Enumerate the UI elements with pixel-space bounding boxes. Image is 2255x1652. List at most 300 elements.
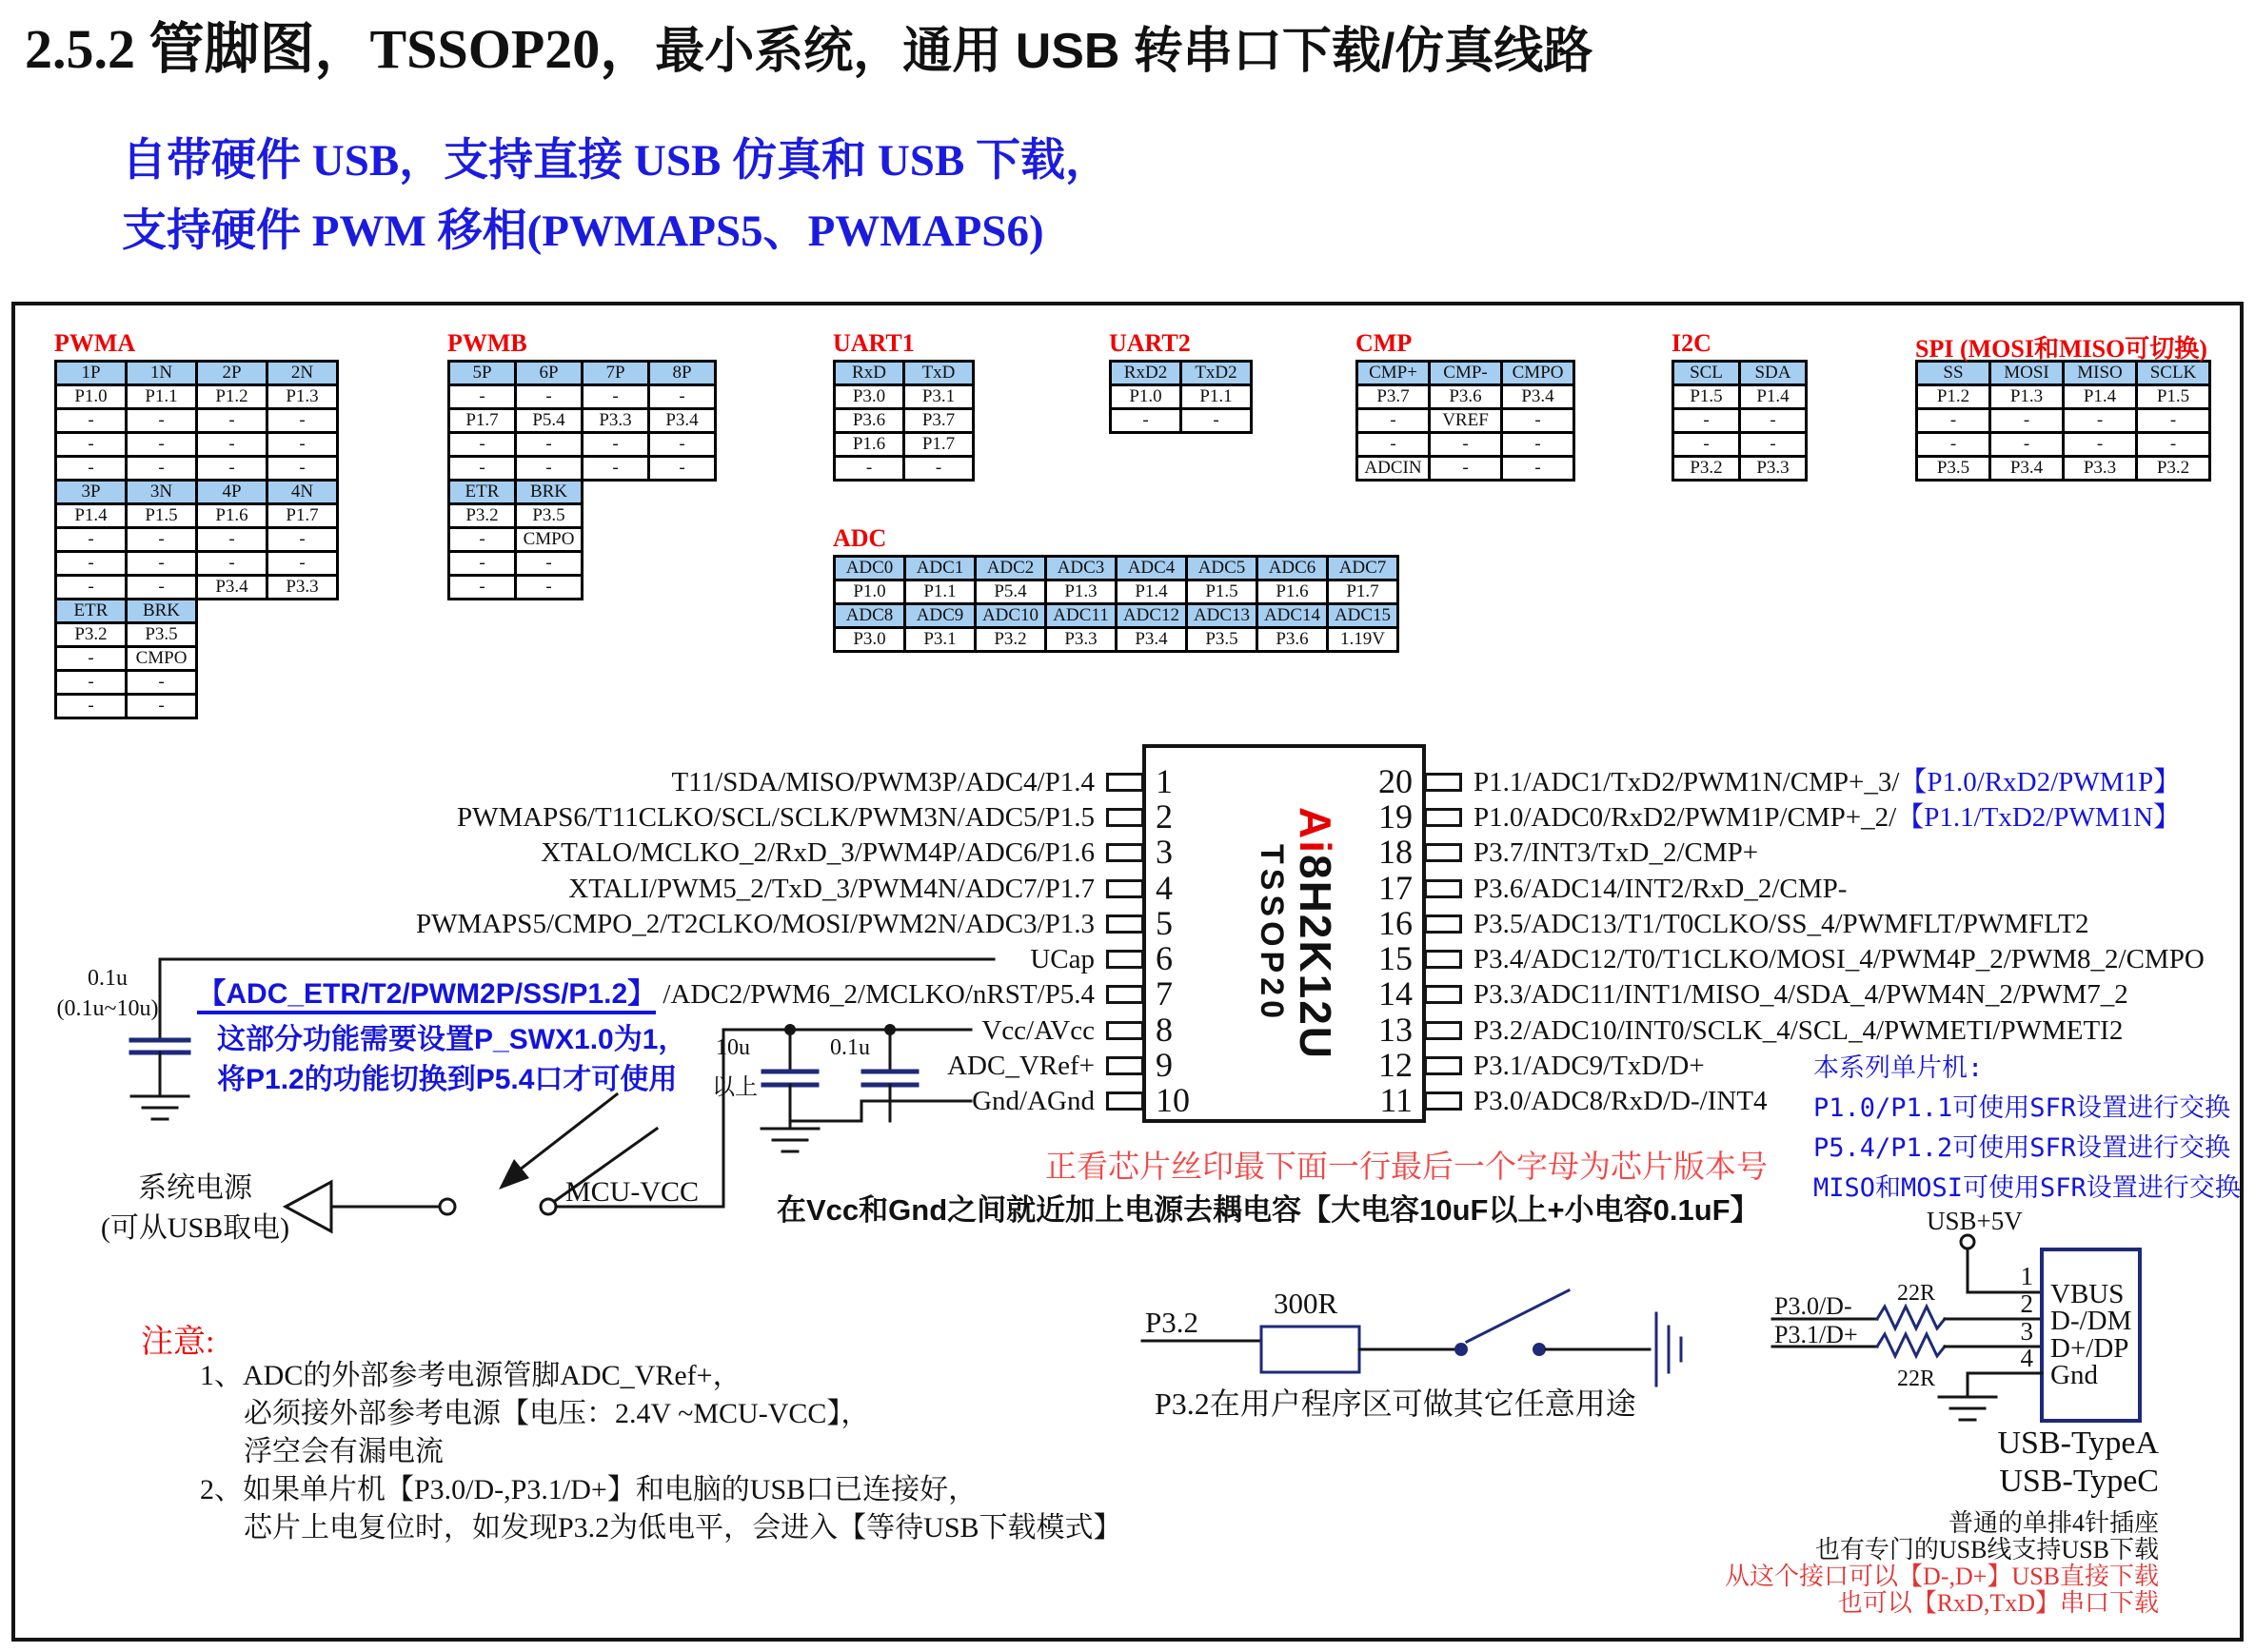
usb-pin-number: 3 <box>2020 1317 2033 1346</box>
table-row <box>1355 431 1575 458</box>
pin-stub <box>1424 843 1462 862</box>
pin-number: 2 <box>1156 797 1173 836</box>
table-header-cell: 4P <box>195 479 268 505</box>
table-header-cell: 3P <box>54 479 128 505</box>
table-row <box>447 550 717 577</box>
table-row <box>54 407 339 434</box>
notice-line: 芯片上电复位时，如发现P3.2为低电平，会进入【等待USB下载模式】 <box>244 1512 1122 1544</box>
table-row <box>447 360 717 386</box>
table-header-cell: BRK <box>125 598 198 624</box>
table-cell: - <box>266 455 339 482</box>
table-cell: - <box>195 550 268 577</box>
pin-stub <box>1424 914 1462 934</box>
pin-number: 12 <box>1378 1045 1413 1084</box>
table-header-cell: 6P <box>514 360 584 386</box>
pin-label-text: UCap <box>1030 944 1095 975</box>
table-header-cell: ADC8 <box>833 602 906 629</box>
table-cell: - <box>447 526 517 553</box>
pin-label-text: PWMAPS6/T11CLKO/SCL/SCLK/PWM3N/ADC5/P1.5 <box>456 802 1095 834</box>
table-header-cell: 1N <box>125 360 198 386</box>
switch-arrow-icon <box>499 1159 529 1190</box>
table-cell: - <box>125 693 198 719</box>
section-number: 2.5.2 <box>25 18 135 80</box>
pin-table-cmp <box>1355 329 1575 482</box>
table-row <box>1109 360 1253 386</box>
pin-number: 7 <box>1156 974 1173 1013</box>
table-cell: P1.4 <box>1115 579 1188 605</box>
table-cell: - <box>1671 407 1741 434</box>
ground-icon <box>1656 1313 1681 1386</box>
pin-number: 3 <box>1156 833 1173 872</box>
table-cell: - <box>1500 407 1575 434</box>
table-cell: - <box>1428 431 1503 458</box>
table-row <box>833 555 1399 581</box>
table-cell: P1.3 <box>1044 579 1118 605</box>
table-row <box>1915 384 2211 410</box>
table-cell: P3.2 <box>2135 455 2211 482</box>
table-cell: - <box>54 550 128 577</box>
table-cell: - <box>125 669 198 696</box>
table-row <box>447 384 717 410</box>
table-cell: - <box>1738 407 1808 434</box>
table-cell: P5.4 <box>974 579 1047 605</box>
pin-stub <box>1106 843 1144 862</box>
table-header-cell: CMP- <box>1428 360 1503 386</box>
switch-contact <box>1533 1343 1546 1356</box>
table-header-cell: 2P <box>195 360 268 386</box>
table-row <box>54 669 339 696</box>
table-cell: - <box>514 431 584 458</box>
table-cell: - <box>1738 431 1808 458</box>
usb-pin-label: D-/DM <box>2050 1306 2132 1336</box>
table-cell: - <box>1915 431 1991 458</box>
pin-label-text: P3.2/ADC10/INT0/SCLK_4/SCL_4/PWMETI/PWMETI2 <box>1474 1014 2124 1046</box>
table-row <box>447 502 717 529</box>
switch-contact <box>440 1199 455 1214</box>
pin-label <box>1474 764 2181 800</box>
usb-note: 普通的单排4针插座 <box>1948 1509 2159 1537</box>
table-cell: - <box>195 407 268 434</box>
table-header-cell: ETR <box>447 479 517 505</box>
table-row <box>833 602 1399 629</box>
table-cell: P3.3 <box>266 574 339 600</box>
notice-line: 浮空会有漏电流 <box>244 1436 444 1467</box>
table-cell: P3.3 <box>2062 455 2138 482</box>
table-cell: P5.4 <box>514 407 584 434</box>
pin-stub <box>1424 950 1462 969</box>
table-row <box>54 550 339 577</box>
table-row <box>54 360 339 386</box>
table-cell: - <box>1355 431 1431 458</box>
table-row <box>1671 384 1808 410</box>
usb-pin-number: 4 <box>2020 1344 2033 1372</box>
cap-10u-label2: 以上 <box>712 1075 758 1100</box>
table-cell: - <box>1355 407 1431 434</box>
pin-label-text: P3.3/ADC11/INT1/MISO_4/SDA_4/PWM4N_2/PWM7_2 <box>1474 979 2128 1011</box>
pin-label <box>1474 1048 1705 1084</box>
table-header-cell: SCL <box>1671 360 1741 386</box>
table-cell: - <box>514 550 584 577</box>
table-cell: P1.4 <box>2062 384 2138 410</box>
table-header-cell: 1P <box>54 360 128 386</box>
table-cell: - <box>266 431 339 458</box>
pin-number: 9 <box>1156 1045 1173 1084</box>
table-cell: P3.6 <box>1256 626 1329 653</box>
pin-label <box>1474 1013 2123 1049</box>
table-row <box>54 479 339 505</box>
table-cell: P3.4 <box>1500 384 1575 410</box>
table-cell: P3.4 <box>1115 626 1188 653</box>
pin-label <box>1474 906 2088 942</box>
usb-pin-number: 1 <box>2020 1262 2033 1290</box>
table-header-cell: ADC13 <box>1185 602 1258 629</box>
table-row <box>447 479 717 505</box>
resistor-22r-label: 22R <box>1897 1367 1936 1391</box>
table-cell: - <box>1179 407 1253 434</box>
table-cell: CMPO <box>514 526 584 553</box>
table-cell: - <box>54 669 128 696</box>
table-title: PWMB <box>447 329 527 357</box>
table-cell: - <box>1500 455 1575 482</box>
pin-number: 10 <box>1156 1080 1190 1119</box>
table-cell: P1.6 <box>1256 579 1329 605</box>
table-cell: - <box>125 431 198 458</box>
p32-resistor-value: 300R <box>1274 1287 1338 1320</box>
table-cell: - <box>647 431 717 458</box>
table-row <box>1671 431 1808 458</box>
table-header-cell: RxD2 <box>1109 360 1182 386</box>
table-header-cell: TxD <box>902 360 975 386</box>
table-header-cell: 8P <box>647 360 717 386</box>
table-row <box>833 384 975 410</box>
table-cell: - <box>125 455 198 482</box>
table-cell: P3.7 <box>902 407 975 434</box>
pin-stub <box>1106 1092 1144 1111</box>
table-cell: P1.1 <box>903 579 977 605</box>
table-row <box>54 526 339 553</box>
usb-5v-label: USB+5V <box>1927 1207 2023 1235</box>
sfr-swap-note: 本系列单片机: P1.0/P1.1可使用SFR设置进行交换 P5.4/P1.2可使用SFR设置进行交换 MISO和MOSI可使用SFR设置进行交换 <box>1813 1053 2241 1203</box>
table-header-cell: CMP+ <box>1355 360 1431 386</box>
table-cell: 1.19V <box>1326 626 1399 653</box>
table-header-cell: SS <box>1915 360 1991 386</box>
pin-table-pwmb <box>447 329 717 600</box>
table-header-cell: ADC6 <box>1256 555 1329 581</box>
pin-table-adc <box>833 524 1399 653</box>
pin-label <box>1474 799 2181 836</box>
pin-stub <box>1106 773 1144 792</box>
table-cell: - <box>54 431 128 458</box>
table-row <box>447 574 717 600</box>
net-dp-label: P3.1/D+ <box>1774 1321 1858 1348</box>
pin-number: 13 <box>1378 1010 1413 1049</box>
table-cell: - <box>514 455 584 482</box>
table-cell: - <box>125 526 198 553</box>
ground-icon <box>762 1121 819 1151</box>
table-title: UART1 <box>833 329 915 357</box>
pin-label-text: P1.1/ADC1/TxD2/PWM1N/CMP+_3/ <box>1474 767 1900 797</box>
table-header-cell: ADC1 <box>903 555 977 581</box>
pin-label <box>0 764 1095 800</box>
usb-download-note: 从这个接口可以【D-,D+】USB直接下载 <box>1725 1563 2159 1590</box>
pin-number: 11 <box>1379 1080 1413 1119</box>
pin-label <box>1474 871 1847 907</box>
p32-caption: P3.2在用户程序区可做其它任意用途 <box>1155 1386 1636 1421</box>
switch-blade-icon <box>1467 1290 1569 1342</box>
table-row <box>447 455 717 482</box>
table-cell: - <box>581 431 650 458</box>
table-cell: P3.4 <box>195 574 268 600</box>
pin-label-alt-function: 【P1.1/TxD2/PWM1N】 <box>1896 802 2182 834</box>
table-header-cell: SDA <box>1738 360 1808 386</box>
table-row <box>54 502 339 529</box>
pin-label-text: PWMAPS5/CMPO_2/T2CLKO/MOSI/PWM2N/ADC3/P1.3 <box>415 908 1095 939</box>
table-row <box>1355 360 1575 386</box>
pin-table-pwma <box>54 329 339 719</box>
pin-label-text: P3.1/ADC9/TxD/D+ <box>1474 1050 1705 1081</box>
table-header-cell: TxD2 <box>1179 360 1253 386</box>
table-row <box>447 407 717 434</box>
table-cell: P1.2 <box>195 384 268 410</box>
usb5v-terminal <box>1961 1235 1974 1249</box>
pin-number: 20 <box>1378 762 1413 800</box>
usb-pin-label: VBUS <box>2050 1279 2125 1309</box>
table-cell: - <box>647 384 717 410</box>
table-cell: P3.5 <box>125 621 198 648</box>
table-header-cell: CMPO <box>1500 360 1575 386</box>
table-cell: P1.6 <box>195 502 268 529</box>
table-cell: P1.4 <box>54 502 128 529</box>
notice-line: 必须接外部参考电源【电压：2.4V ~MCU-VCC】， <box>244 1398 870 1429</box>
table-title: UART2 <box>1109 329 1191 357</box>
table-title: ADC <box>833 524 887 552</box>
table-cell: P1.3 <box>266 384 339 410</box>
pin-label-alt-function: 【P1.0/RxD2/PWM1P】 <box>1899 767 2182 797</box>
table-cell: P1.2 <box>1915 384 1991 410</box>
pin-number: 14 <box>1378 974 1413 1013</box>
pin-stub <box>1424 985 1462 1004</box>
table-cell: P1.5 <box>1185 579 1258 605</box>
table-row <box>833 431 975 458</box>
pin-label <box>1474 941 2205 977</box>
table-header-cell: 7P <box>581 360 650 386</box>
table-row <box>1109 407 1253 434</box>
table-row <box>54 598 339 624</box>
table-cell: VREF <box>1428 407 1503 434</box>
table-header-cell: MISO <box>2062 360 2138 386</box>
table-cell: P1.0 <box>833 579 906 605</box>
cap-01u-label: 0.1u <box>830 1035 870 1060</box>
notice-list <box>200 1357 1122 1547</box>
table-cell: P3.5 <box>1915 455 1991 482</box>
table-cell: P3.7 <box>1355 384 1431 410</box>
table-row <box>54 645 339 672</box>
table-cell: - <box>447 384 517 410</box>
table-row <box>54 621 339 648</box>
table-header-cell: ADC10 <box>974 602 1047 629</box>
pin-number: 15 <box>1378 939 1413 978</box>
table-cell: - <box>1988 431 2065 458</box>
table-cell: - <box>266 526 339 553</box>
pin-stub <box>1106 1021 1144 1040</box>
table-cell: P1.7 <box>1326 579 1399 605</box>
table-cell: P3.5 <box>1185 626 1258 653</box>
pin-label <box>0 799 1095 836</box>
table-cell: - <box>195 431 268 458</box>
subtitle-line2: 支持硬件 PWM 移相(PWMAPS5、PWMAPS6) <box>122 206 1044 256</box>
table-cell: P1.7 <box>902 431 975 458</box>
table-title: SPI (MOSI和MISO可切换) <box>1915 335 2207 363</box>
pin-label-text: P1.0/ADC0/RxD2/PWM1P/CMP+_2/ <box>1474 802 1897 834</box>
table-header-cell: RxD <box>833 360 905 386</box>
table-cell: P3.6 <box>1428 384 1503 410</box>
table-header-cell: 5P <box>447 360 517 386</box>
table-cell: - <box>1428 455 1503 482</box>
table-cell: P1.6 <box>833 431 905 458</box>
resistor-22r-label: 22R <box>1897 1281 1936 1306</box>
pin-label <box>1474 976 2128 1013</box>
table-title: PWMA <box>54 329 136 357</box>
table-header-cell: ADC15 <box>1326 602 1399 629</box>
resistor-zigzag-icon <box>1877 1334 1945 1356</box>
table-cell: - <box>2135 431 2211 458</box>
table-header-cell: 4N <box>266 479 339 505</box>
table-cell: P1.3 <box>1988 384 2065 410</box>
table-cell: P1.5 <box>1671 384 1741 410</box>
table-cell: - <box>1109 407 1182 434</box>
chip-package: TSSOP20 <box>1254 843 1290 1024</box>
pin-table-spi <box>1915 335 2211 482</box>
table-header-cell: ADC9 <box>903 602 977 629</box>
table-row <box>1355 407 1575 434</box>
pin-number: 5 <box>1156 903 1173 942</box>
pin-label <box>0 906 1095 942</box>
pin-number: 6 <box>1156 939 1173 978</box>
resistor-zigzag-icon <box>1877 1307 1945 1328</box>
p54-switch-note: 这部分功能需要设置P_SWX1.0为1， 将P1.2的功能切换到P5.4口才可使用 <box>217 1024 687 1095</box>
table-header-cell: ADC4 <box>1115 555 1188 581</box>
pin-label <box>0 835 1095 871</box>
table-row <box>1671 360 1808 386</box>
table-row <box>54 693 339 719</box>
pin-label-text: XTALO/MCLKO_2/RxD_3/PWM4P/ADC6/P1.6 <box>541 837 1095 869</box>
table-header-cell: ADC7 <box>1326 555 1399 581</box>
p32-net-label: P3.2 <box>1145 1306 1198 1339</box>
pin-stub <box>1424 773 1462 792</box>
resistor-icon <box>1261 1327 1359 1372</box>
table-cell: P1.1 <box>1179 384 1253 410</box>
table-row <box>1109 384 1253 410</box>
table-cell: P1.7 <box>266 502 339 529</box>
table-cell: - <box>581 384 650 410</box>
table-cell: - <box>447 431 517 458</box>
table-row <box>833 579 1399 605</box>
table-cell: - <box>266 550 339 577</box>
table-cell: - <box>1915 407 1991 434</box>
table-title: CMP <box>1355 329 1413 357</box>
table-row <box>1671 455 1808 482</box>
pin-number: 19 <box>1378 797 1413 836</box>
pin-label-text: T11/SDA/MISO/PWM3P/ADC4/P1.4 <box>671 767 1095 797</box>
pin-number: 1 <box>1156 762 1173 800</box>
table-row <box>1355 455 1575 482</box>
title-sans-part: 最小系统，通用 USB 转串口下载/仿真线路 <box>655 24 1593 79</box>
pin-label <box>1474 1083 1768 1119</box>
cap-10u-label: 10u <box>716 1035 750 1060</box>
notice-label: 注意: <box>141 1325 215 1360</box>
table-cell: - <box>902 455 975 482</box>
table-header-cell: ADC14 <box>1256 602 1329 629</box>
usb-type-c-label: USB-TypeC <box>1999 1464 2159 1499</box>
table-cell: - <box>125 407 198 434</box>
net-dm-label: P3.0/D- <box>1774 1292 1852 1320</box>
pin-number: 8 <box>1156 1010 1173 1049</box>
table-cell: - <box>2062 407 2138 434</box>
table-cell: - <box>195 455 268 482</box>
pin-label-text: /ADC2/PWM6_2/MCLKO/nRST/P5.4 <box>656 979 1095 1011</box>
table-header-cell: ADC12 <box>1115 602 1188 629</box>
table-row <box>833 455 975 482</box>
notice-line: 2、如果单片机【P3.0/D-,P3.1/D+】和电脑的USB口已连接好， <box>200 1474 978 1505</box>
table-cell: - <box>581 455 650 482</box>
table-header-cell: ETR <box>54 598 128 624</box>
table-cell: P3.4 <box>647 407 717 434</box>
table-cell: P3.0 <box>833 384 905 410</box>
mcu-vcc-label: MCU-VCC <box>565 1176 700 1208</box>
table-cell: P3.5 <box>514 502 584 529</box>
table-cell: P3.2 <box>54 621 128 648</box>
table-cell: P3.6 <box>833 407 905 434</box>
table-row <box>447 431 717 458</box>
table-cell: P3.3 <box>1044 626 1118 653</box>
pin-label-text: P3.6/ADC14/INT2/RxD_2/CMP- <box>1474 873 1848 904</box>
pin-stub <box>1106 914 1144 934</box>
table-cell: P1.7 <box>447 407 517 434</box>
table-row <box>833 360 975 386</box>
pin-table-uart1 <box>833 329 975 482</box>
table-cell: - <box>125 550 198 577</box>
table-cell: - <box>647 455 717 482</box>
table-header-cell: ADC3 <box>1044 555 1118 581</box>
pin-number: 4 <box>1156 868 1173 907</box>
table-cell: - <box>266 407 339 434</box>
table-row <box>833 407 975 434</box>
pin-stub <box>1106 950 1144 969</box>
table-header-cell: ADC11 <box>1044 602 1118 629</box>
table-cell: P3.1 <box>902 384 975 410</box>
table-header-cell: 3N <box>125 479 198 505</box>
table-row <box>833 626 1399 653</box>
table-cell: - <box>514 574 584 600</box>
table-cell: P3.3 <box>1738 455 1808 482</box>
table-row <box>1915 431 2211 458</box>
table-header-cell: ADC2 <box>974 555 1047 581</box>
table-row <box>447 526 717 553</box>
table-header-cell: ADC5 <box>1185 555 1258 581</box>
cap-left-label: 0.1u (0.1u~10u) <box>56 966 159 1021</box>
table-header-cell: SCLK <box>2135 360 2211 386</box>
table-title: I2C <box>1671 329 1711 357</box>
table-cell: - <box>54 574 128 600</box>
table-cell: P3.2 <box>447 502 517 529</box>
pin-label-text: XTALI/PWM5_2/TxD_3/PWM4N/ADC7/P1.7 <box>568 873 1095 904</box>
subtitle-line1: 自带硬件 USB，支持直接 USB 仿真和 USB 下载， <box>122 136 1111 186</box>
table-row <box>54 455 339 482</box>
pin-label-text: Gnd/AGnd <box>972 1085 1095 1116</box>
chip-version-note: 正看芯片丝印最下面一行最后一个字母为芯片版本号 <box>1045 1149 1768 1184</box>
pin-stub <box>1424 879 1462 898</box>
pin-label-alt-function: 【ADC_ETR/T2/PWM2P/SS/P1.2】 <box>197 978 656 1014</box>
